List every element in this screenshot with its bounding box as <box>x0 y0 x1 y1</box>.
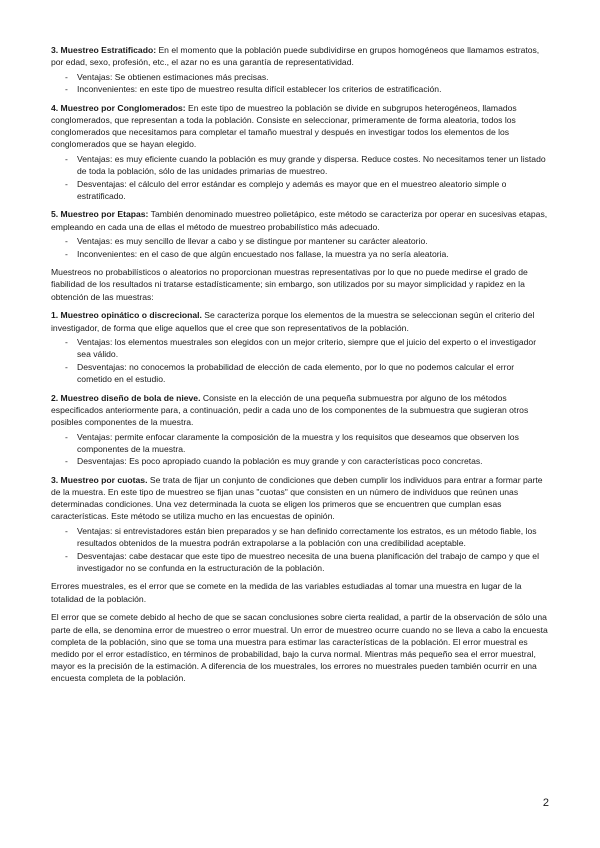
section-heading: 2. Muestreo diseño de bola de nieve. <box>51 392 201 403</box>
errores-muestrales-body: El error que se comete debido al hecho de que se sacan conclusiones sobre cierta realidad, a partir de la observación de sólo una parte de ella, se denomina error de muestreo o error muestral. Un error de muestreo ocurre cuando no se lleva a cabo la encuesta completa de la población, sino que se toma una muestra para estimar las características de la población. El error muestral es medido por el error estadístico, en términos de probabilidad, bajo la curva normal. Mientras más pequeño sea el error muestral, mayor es la precisión de la estimación. A diferencia de los muestrales, los errores no muestrales pueden también ocurrir en una encuesta completa de la población. <box>51 612 548 684</box>
bullet-list <box>51 153 551 202</box>
section-heading: 5. Muestreo por Etapas: <box>51 209 149 220</box>
section-etapas <box>51 208 551 232</box>
section-text: Se trata de fijar un conjunto de condiciones que deben cumplir los individuos para entrar a formar parte de la muestra. En este tipo de muestreo se fijan unas "cuotas" que consisten en un número de individuos que reúnen unas determinadas condiciones. Una vez determinada la cuota se eligen los primeros que se encuentren que cumplan esas características. Este método se utiliza mucho en las encuestas de opinión. <box>51 474 543 522</box>
intro-no-probabilisticos: Muestreos no probabilísticos o aleatorios no proporcionan muestras representativas por lo que no puede medirse el grado de fiabilidad de los resultados ni tratarse estadísticamente; sin embargo, son utilizados por su mayor simplicidad y rapidez en la obtención de las muestras: <box>51 267 528 302</box>
bullet-list <box>51 431 551 468</box>
bullet-item: - Desventajas: el cálculo del error estándar es complejo y además es mayor que en el muestreo aleatorio simple o estratificado. <box>51 178 551 202</box>
section-heading: 3. Muestreo Estratificado: <box>51 45 157 55</box>
section-conglomerados <box>51 102 551 151</box>
document-page <box>51 44 551 691</box>
section-text: En el momento que la población puede subdividirse en grupos homogéneos que llamamos estratos, por edad, sexo, profesión, etc., el azar no es una garantía de representatividad. <box>51 45 540 68</box>
bullet-item: - Ventajas: permite enfocar claramente la composición de la muestra y los requisitos que deseamos que observen los componentes de la muestra. <box>51 431 551 455</box>
section-heading: 4. Muestreo por Conglomerados: <box>51 102 186 113</box>
bullet-item: - Ventajas: si entrevistadores están bien preparados y se han definido correctamente los estratos, es un método fiable, los resultados obtenidos de la muestra podrán extrapolarse a la población con una credibilidad aceptable. <box>51 525 551 549</box>
bullet-list <box>51 71 551 95</box>
section-text: Consiste en la elección de una pequeña submuestra por alguno de los métodos especificados anteriormente para, a continuación, pedir a cada uno de los componentes de la submuestra que sugieran otros posibles componentes de la muestra. <box>51 392 529 427</box>
section-heading: 1. Muestreo opinático o discrecional. <box>51 310 202 321</box>
bullet-item: - Ventajas: es muy sencillo de llevar a cabo y se distingue por mantener su carácter aleatorio. <box>51 235 551 247</box>
section-estratificado <box>51 44 551 68</box>
errores-muestrales-intro: Errores muestrales, es el error que se comete en la medida de las variables estudiadas al tomar una muestra en lugar de la totalidad de la población. <box>51 581 522 604</box>
bullet-item: - Inconvenientes: en el caso de que algún encuestado nos fallase, la muestra ya no sería aleatoria. <box>51 248 551 260</box>
bullet-item: - Desventajas: Es poco apropiado cuando la población es muy grande y con características poco concretas. <box>51 455 551 467</box>
bullet-list <box>51 525 551 574</box>
section-heading: 3. Muestreo por cuotas. <box>51 474 148 485</box>
bullet-item: - Ventajas: es muy eficiente cuando la población es muy grande y dispersa. Reduce costes. No necesitamos tener un listado de toda la población, sólo de las unidades primarias de muestreo. <box>51 153 551 177</box>
section-bola-de-nieve <box>51 392 551 429</box>
bullet-item: - Ventajas: Se obtienen estimaciones más precisas. <box>51 71 551 83</box>
bullet-item: - Desventajas: no conocemos la probabilidad de elección de cada elemento, por lo que no podemos calcular el error cometido en el estudio. <box>51 361 551 385</box>
section-text: También denominado muestreo polietápico, este método se caracteriza por operar en sucesivas etapas, empleando en cada una de ellas el método de muestreo probabilístico más adecuado. <box>51 209 548 232</box>
section-cuotas <box>51 474 551 523</box>
section-text: Se caracteriza porque los elementos de la muestra se seleccionan según el criterio del investigador, de forma que elige aquellos que el cree que son representativos de la población. <box>51 310 535 333</box>
page-number: 2 <box>542 797 549 809</box>
bullet-item: - Desventajas: cabe destacar que este tipo de muestreo necesita de una buena planificación del trabajo de campo y que el investigador no se confunda en la estructuración de la población. <box>51 550 551 574</box>
bullet-list <box>51 235 551 259</box>
bullet-list <box>51 336 551 385</box>
section-text: En este tipo de muestreo la población se divide en subgrupos heterogéneos, llamados conglomerados, que representan a toda la población. Consiste en seleccionar, primeramente de forma aleatoria, todos los conglomerados que necesitamos para completar el tamaño muestral y después en investigar todos los elementos de los conglomerados que se hayan elegido. <box>51 102 517 150</box>
bullet-item: - Inconvenientes: en este tipo de muestreo resulta difícil establecer los criterios de estratificación. <box>51 83 551 95</box>
section-opinatico <box>51 309 551 333</box>
bullet-item: - Ventajas: los elementos muestrales son elegidos con un mejor criterio, siempre que el juicio del experto o el investigador sea válido. <box>51 336 551 360</box>
